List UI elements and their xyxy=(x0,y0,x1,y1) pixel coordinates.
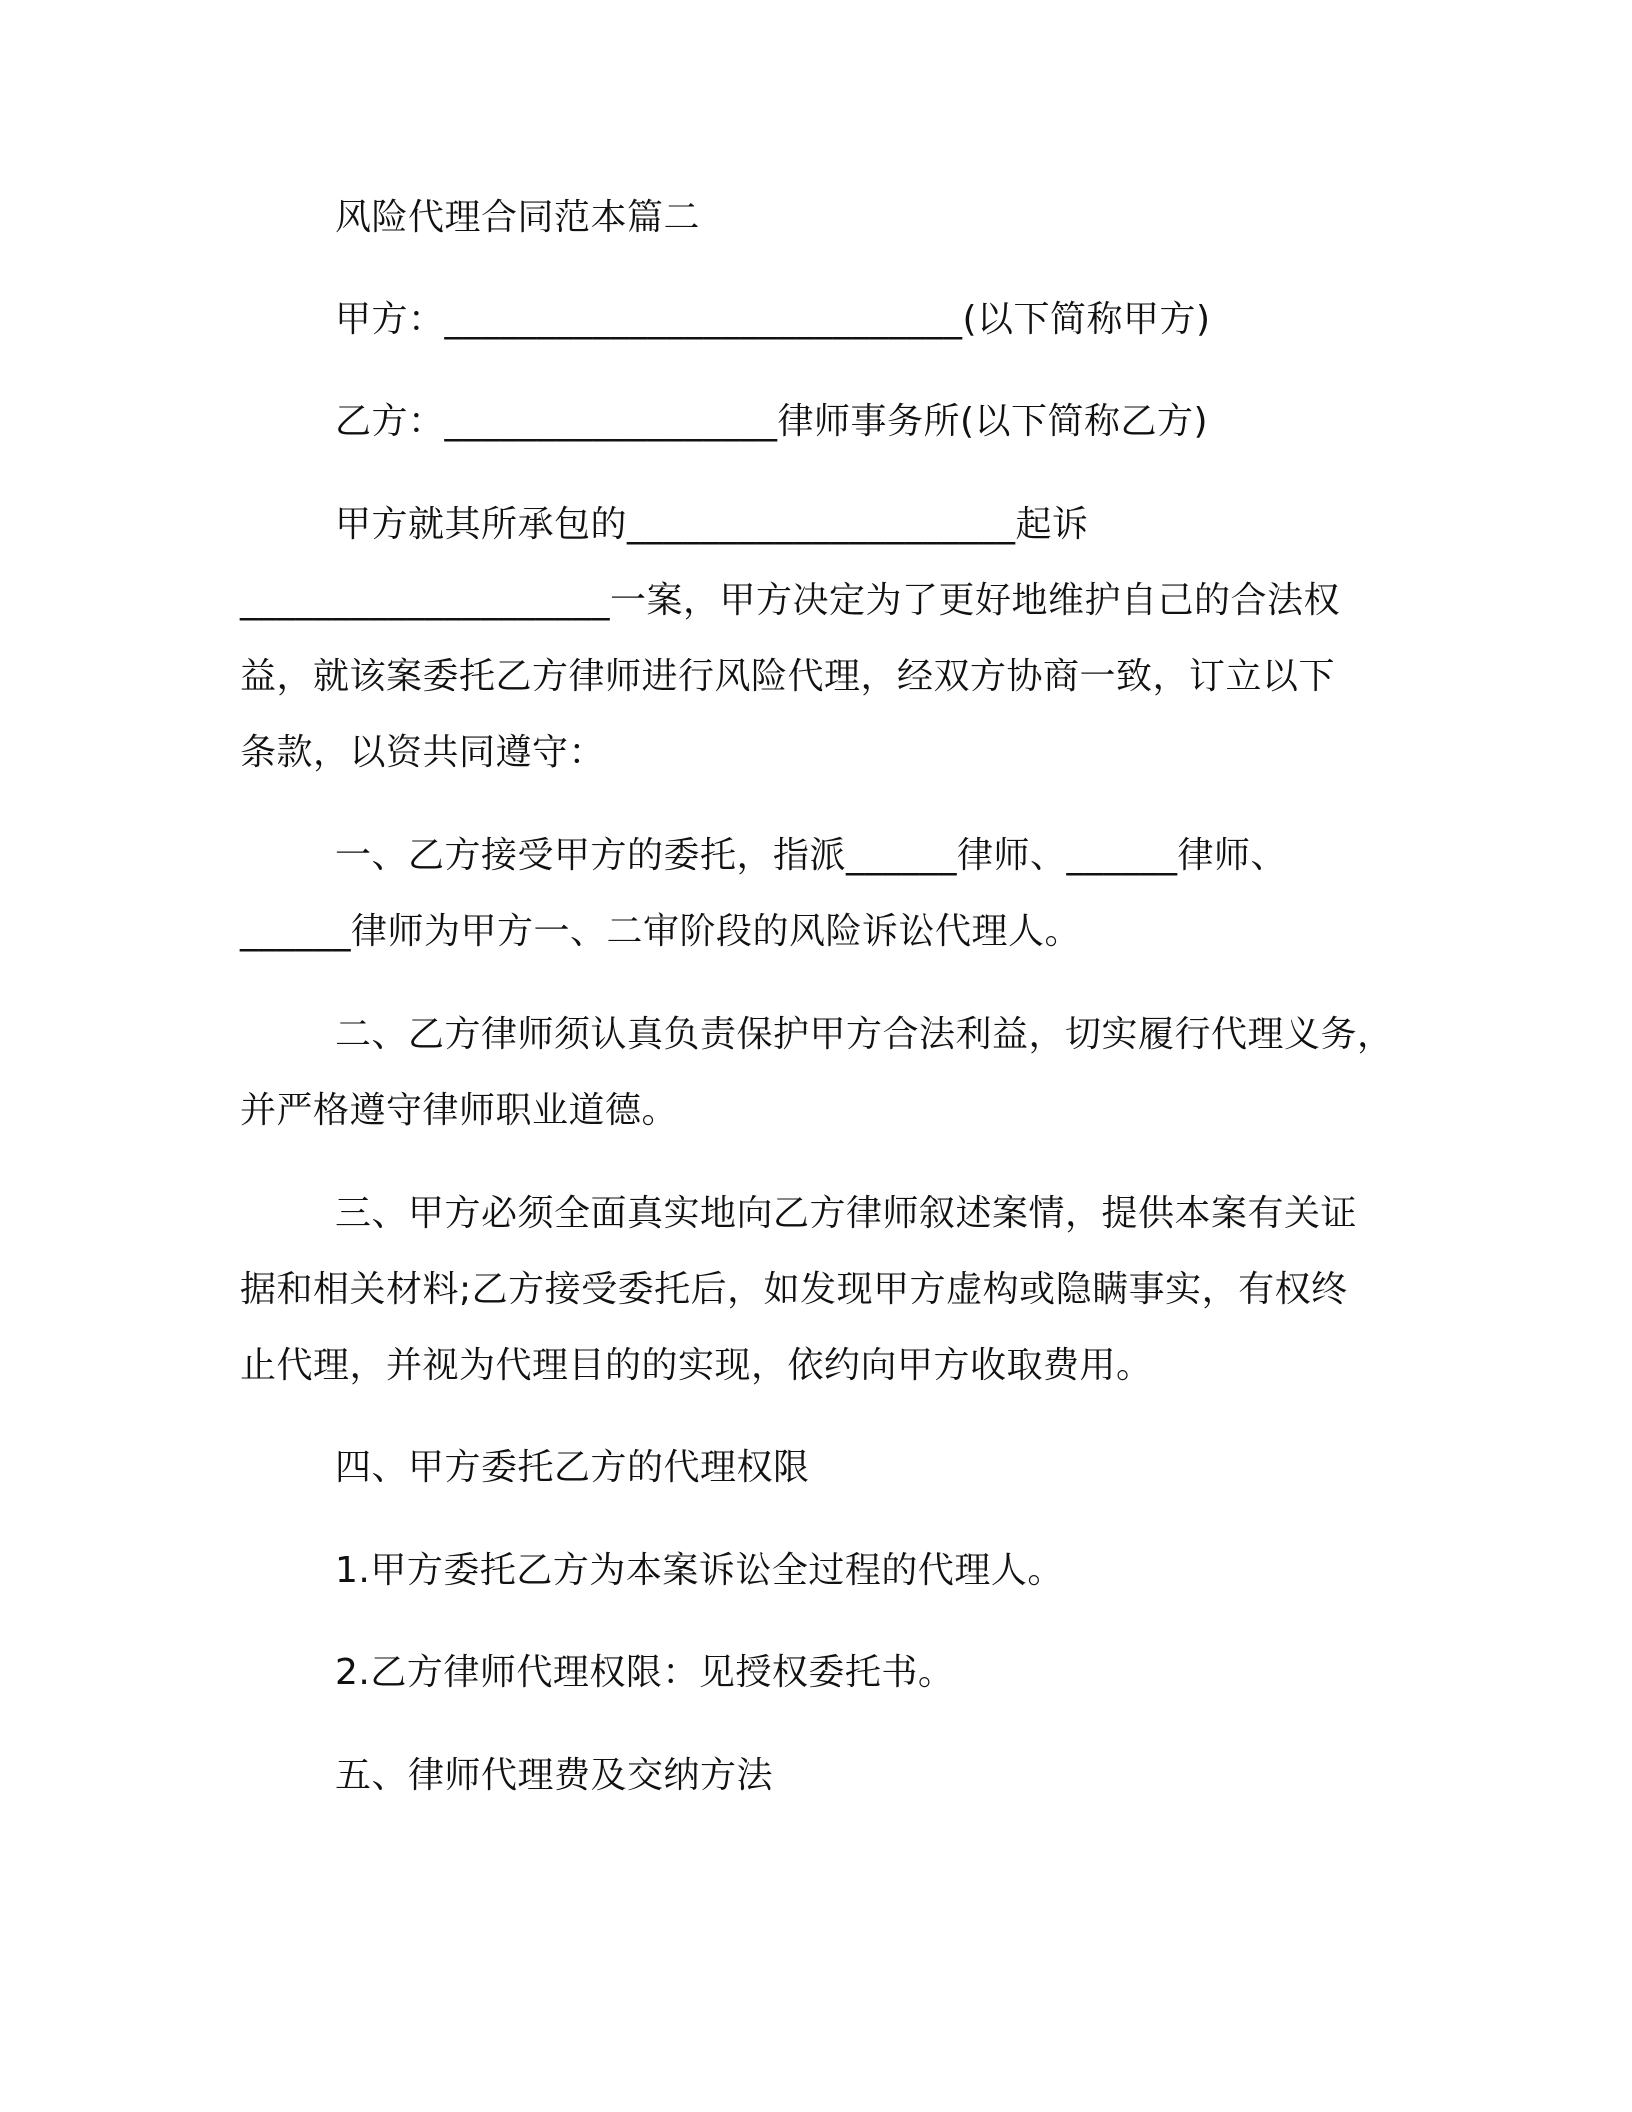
clause-4-item-2: 2.乙方律师代理权限：见授权委托书。 xyxy=(335,1652,955,1693)
document-title: 风险代理合同范本篇二 xyxy=(335,197,701,238)
clause-5-heading: 五、律师代理费及交纳方法 xyxy=(335,1755,774,1796)
clause-2-line-2: 并严格遵守律师职业道德。 xyxy=(240,1090,679,1131)
intro-line-1: 甲方就其所承包的_____________________起诉 xyxy=(335,504,1089,545)
clause-1-line-1: 一、乙方接受甲方的委托，指派______律师、______律师、 xyxy=(335,835,1288,876)
intro-line-4: 条款，以资共同遵守： xyxy=(240,732,606,773)
party-a-line: 甲方：____________________________(以下简称甲方) xyxy=(335,299,1211,340)
clause-4-heading: 四、甲方委托乙方的代理权限 xyxy=(335,1447,810,1488)
clause-3-line-2: 据和相关材料;乙方接受委托后，如发现甲方虚构或隐瞒事实，有权终 xyxy=(240,1269,1348,1310)
intro-line-3: 益，就该案委托乙方律师进行风险代理，经双方协商一致，订立以下 xyxy=(240,656,1336,697)
clause-3-line-3: 止代理，并视为代理目的的实现，依约向甲方收取费用。 xyxy=(240,1345,1153,1386)
clause-2-line-1: 二、乙方律师须认真负责保护甲方合法利益，切实履行代理义务， xyxy=(335,1014,1394,1055)
clause-3-line-1: 三、甲方必须全面真实地向乙方律师叙述案情，提供本案有关证 xyxy=(335,1193,1358,1234)
clause-4-item-1: 1.甲方委托乙方为本案诉讼全过程的代理人。 xyxy=(335,1550,1064,1591)
party-b-line: 乙方：__________________律师事务所(以下简称乙方) xyxy=(335,401,1209,442)
intro-line-2: ____________________一案，甲方决定为了更好地维护自己的合法权 xyxy=(240,580,1341,621)
clause-1-line-2: ______律师为甲方一、二审阶段的风险诉讼代理人。 xyxy=(240,911,1082,952)
